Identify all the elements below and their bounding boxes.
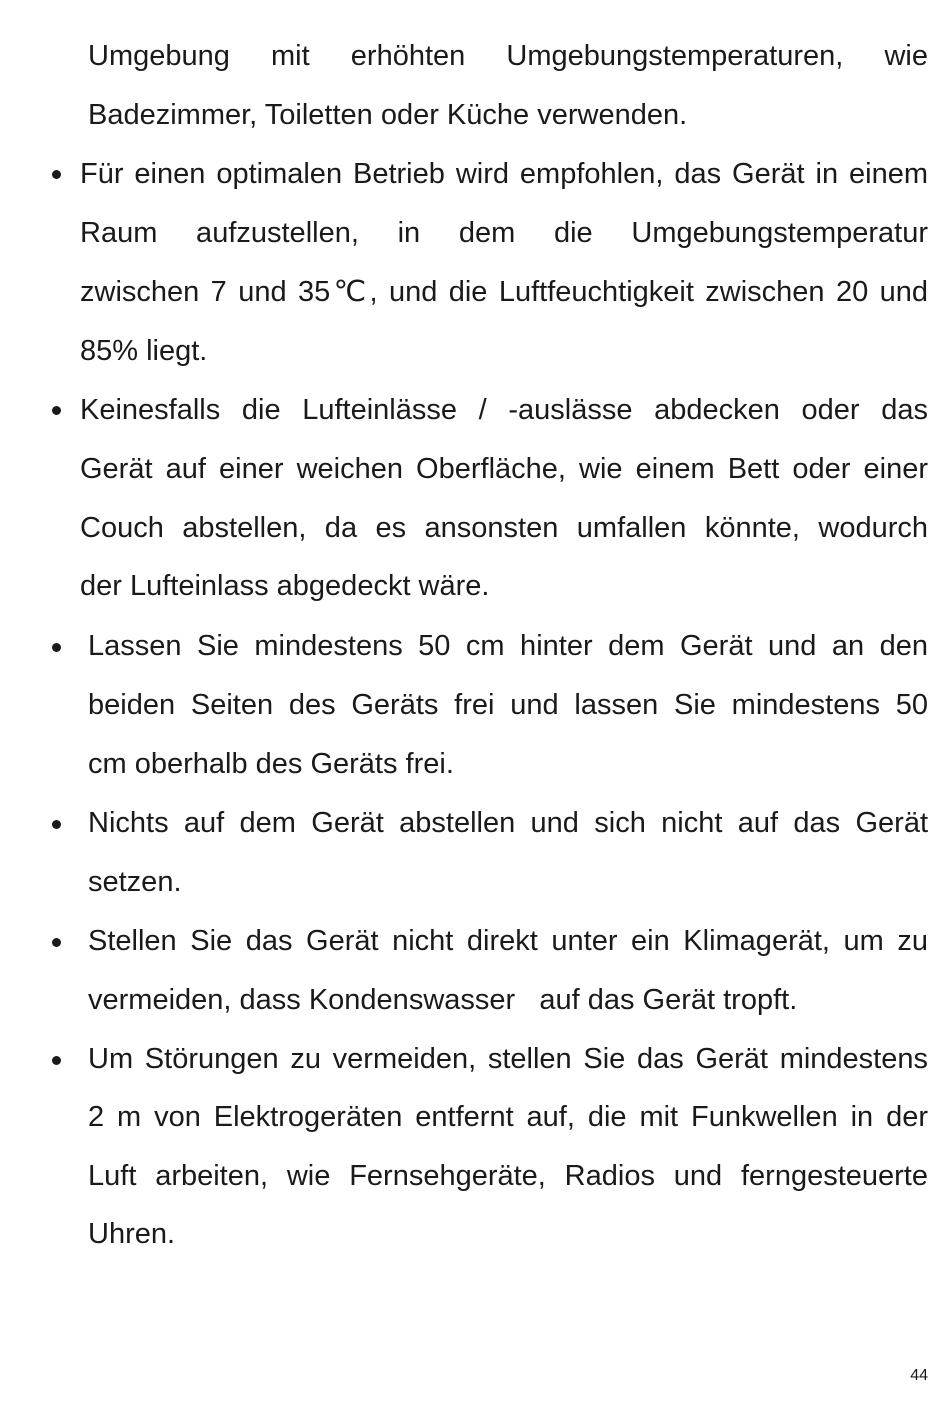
paragraph-2-line-0: Keinesfalls die Lufteinlässe / -auslässe abdecken oder das (80, 394, 928, 426)
paragraph-3-line-2: cm oberhalb des Geräts frei. (88, 748, 454, 780)
paragraph-5-line-0: Stellen Sie das Gerät nicht direkt unter ein Klimagerät, um zu (88, 925, 928, 957)
page-number: 44 (910, 1367, 928, 1384)
paragraph-0-line-1: Badezimmer, Toiletten oder Küche verwenden. (88, 99, 688, 131)
bullet-icon (52, 1056, 61, 1065)
bullet-icon (52, 820, 61, 829)
paragraph-2-line-1: Gerät auf einer weichen Oberfläche, wie einem Bett oder einer (80, 453, 928, 485)
paragraph-1-line-2: zwischen 7 und 35℃, und die Luftfeuchtigkeit zwischen 20 und (80, 276, 928, 308)
paragraph-6-line-2: Luft arbeiten, wie Fernsehgeräte, Radios und ferngesteuerte (88, 1160, 928, 1192)
paragraph-0-line-0: Umgebung mit erhöhten Umgebungstemperaturen, wie (88, 40, 928, 72)
paragraph-4-line-1: setzen. (88, 866, 182, 898)
paragraph-1-line-3: 85% liegt. (80, 335, 208, 367)
paragraph-6-line-0: Um Störungen zu vermeiden, stellen Sie das Gerät mindestens (88, 1043, 928, 1075)
bullet-icon (52, 643, 61, 652)
paragraph-1-line-1: Raum aufzustellen, in dem die Umgebungstemperatur (80, 217, 928, 249)
paragraph-3-line-1: beiden Seiten des Geräts frei und lassen Sie mindestens 50 (88, 689, 928, 721)
paragraph-6-line-3: Uhren. (88, 1218, 176, 1250)
bullet-icon (52, 170, 61, 179)
bullet-icon (52, 938, 61, 947)
bullet-icon (52, 406, 61, 415)
paragraph-5-line-1: vermeiden, dass Kondenswasser auf das Gerät tropft. (88, 984, 798, 1016)
paragraph-2-line-3: der Lufteinlass abgedeckt wäre. (80, 570, 490, 602)
paragraph-6-line-1: 2 m von Elektrogeräten entfernt auf, die mit Funkwellen in der (88, 1101, 928, 1133)
paragraph-1-line-0: Für einen optimalen Betrieb wird empfohlen, das Gerät in einem (80, 158, 928, 190)
paragraph-3-line-0: Lassen Sie mindestens 50 cm hinter dem Gerät und an den (88, 630, 928, 662)
paragraph-4-line-0: Nichts auf dem Gerät abstellen und sich nicht auf das Gerät (88, 807, 928, 839)
paragraph-2-line-2: Couch abstellen, da es ansonsten umfallen könnte, wodurch (80, 512, 928, 544)
